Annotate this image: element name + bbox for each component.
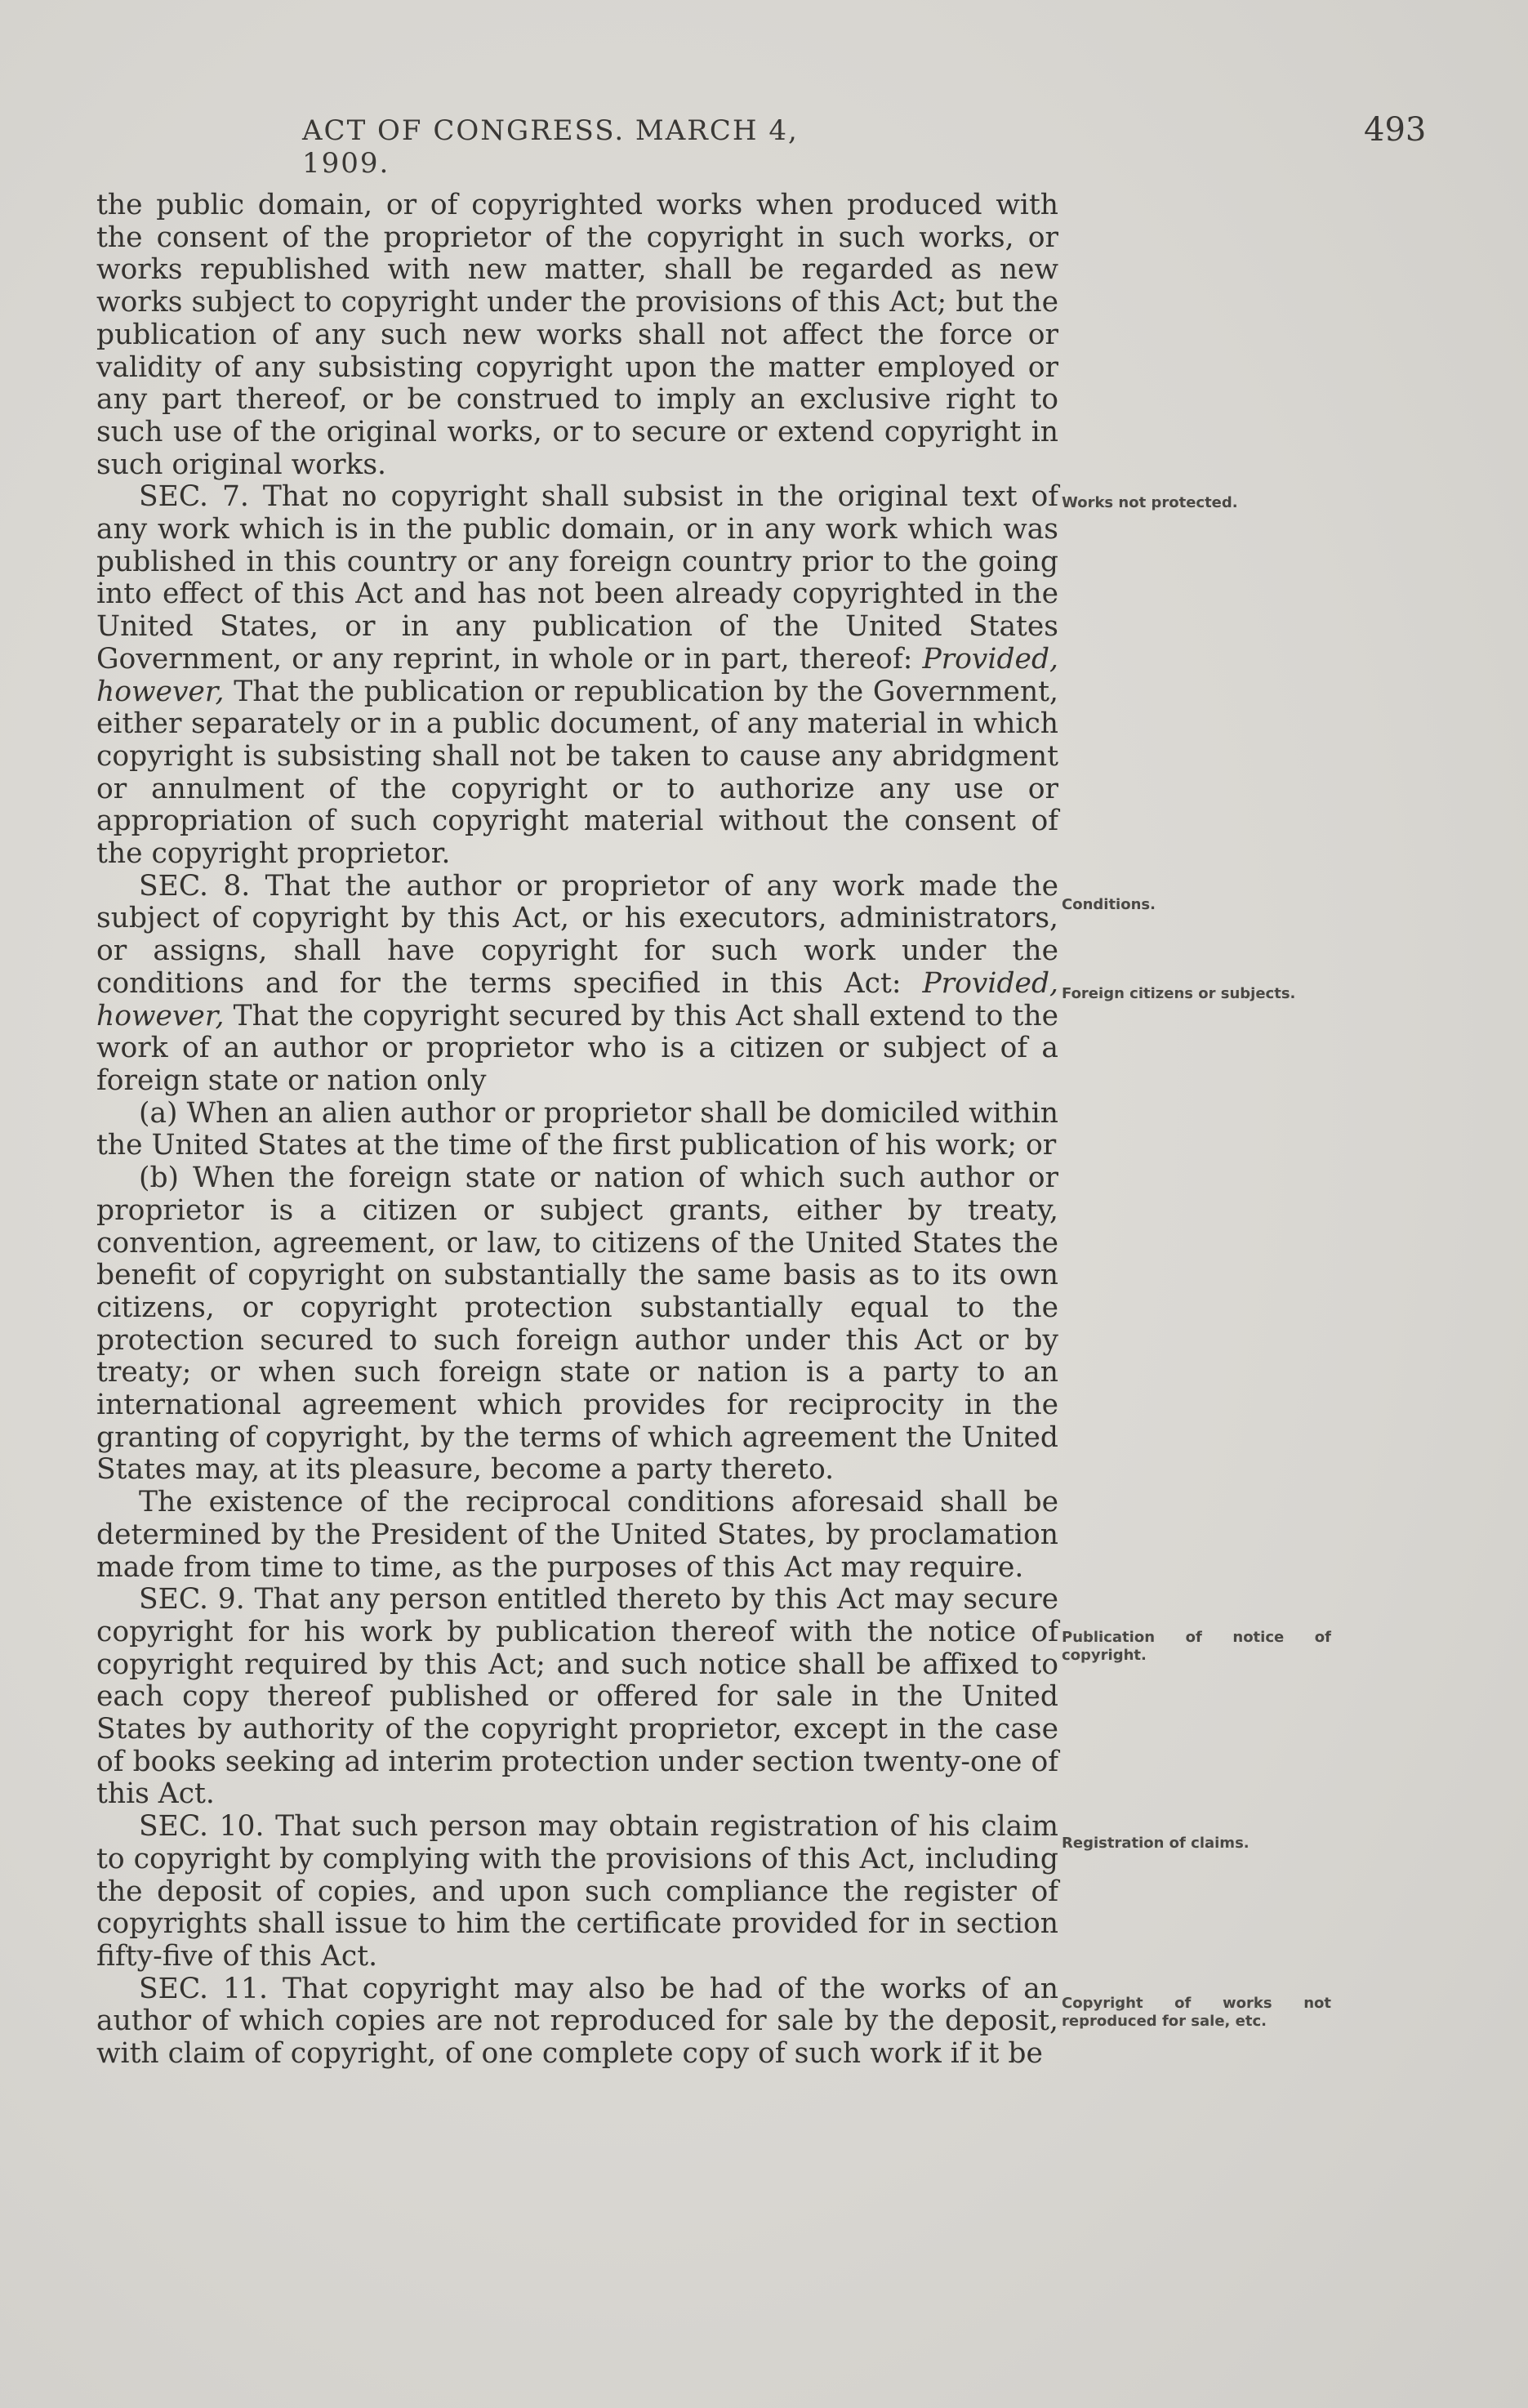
section-8-clause-b: (b) When the foreign state or nation of which such author or proprietor is a citizen or subject grants, either by treaty, convention, agreement, or law, to citizens of the United States the benefit of copyright on substantially the same basis as to its own citizens, or copyright protection substantially equal to the protection secured to such foreign author under this Act or by treaty; or when such foreign state or nation is a party to an international agreement which provides for reciprocity in the granting of copyright, by the terms of which agreement the United States may, at its pleasure, become a party thereto. xyxy=(96,1162,1058,1487)
section-10 xyxy=(96,1811,1058,1973)
margin-note-conditions: Conditions. xyxy=(1062,896,1156,913)
proviso-italic: Provided, however, xyxy=(96,642,1058,708)
margin-note-foreign-citizens: Foreign citizens or subjects. xyxy=(1062,985,1296,1002)
page-number: 493 xyxy=(1364,111,1427,149)
section-text: That no copyright shall subsist in the original text of any work which is in the public domain, or in any work which was published in this country or any foreign country prior to the going into effect of this Act and has not been already copyrighted in the United States, or in any publication of the United States Government, or any reprint, in whole or in part, thereof: xyxy=(96,480,1058,676)
margin-note-works-not-protected: Works not protected. xyxy=(1062,494,1238,511)
section-label: SEC. 11. xyxy=(139,1972,268,2005)
section-label: SEC. 9. xyxy=(139,1583,245,1616)
margin-note-copyright-of-works: Copyright of works not reproduced for sale, etc. xyxy=(1062,1995,1331,2030)
proviso-italic: Provided, however, xyxy=(96,966,1058,1032)
margin-note-registration-of-claims: Registration of claims. xyxy=(1062,1835,1250,1852)
section-text: That the author or proprietor of any work made the subject of copyright by this Act, or his executors, administrators, or assigns, shall have copyright for such work under the conditions and for the terms specified in this Act: xyxy=(96,869,1059,1000)
running-header: ACT OF CONGRESS. MARCH 4, 1909. xyxy=(302,114,799,180)
section-8 xyxy=(96,871,1058,1098)
section-11 xyxy=(96,1973,1058,2071)
section-label: SEC. 8. xyxy=(139,869,251,903)
section-7 xyxy=(96,481,1058,870)
section-text: That any person entitled thereto by this Act may secure copyright for his work by publication thereof with the notice of copyright required by this Act; and such notice shall be affixed to each copy thereof published or offered for sale in the United States by authority of the copyright proprietor, except in the case of books seeking ad interim protection under section twenty-one of this Act. xyxy=(96,1583,1059,1811)
section-9 xyxy=(96,1584,1058,1811)
section-8-clause-a: (a) When an alien author or proprietor shall be domiciled within the United States at the time of the first publication of his work; or xyxy=(96,1096,1058,1162)
margin-note-publication-of-notice: Publication of notice of copyright. xyxy=(1062,1629,1331,1664)
section-text: That such person may obtain registration of his claim to copyright by complying with the provisions of this Act, including the deposit of copies, and upon such compliance the register of copyrights shall issue to him the certificate provided for in section fifty-five of this Act. xyxy=(96,1810,1058,1973)
section-label: SEC. 7. xyxy=(139,480,249,514)
paragraph-continuation: the public domain, or of copyrighted works when produced with the consent of the proprietor of the copyright in such works, or works republished with new matter, shall be regarded as new works subject to copyright under the provisions of this Act; but the publication of any such new works shall not affect the force or validity of any subsisting copyright upon the matter employed or any part thereof, or be construed to imply an exclusive right to such use of the original works, or to secure or extend copyright in such original works. xyxy=(96,189,1058,481)
main-text-column xyxy=(96,190,1058,2071)
section-text: That the copyright secured by this Act shall extend to the work of an author or proprietor who is a citizen or subject of a foreign state or nation only xyxy=(96,999,1058,1097)
section-label: SEC. 10. xyxy=(139,1810,265,1844)
section-text: That the publication or republication by the Government, either separately or in a public document, of any material in which copyright is subsisting shall not be taken to cause any abridgment or annulment of the copyright or to authorize any use or appropriation of such copyright material without the consent of the copyright proprietor. xyxy=(96,675,1058,871)
section-text: That copyright may also be had of the works of an author of which copies are not reproduced for sale by the deposit, with claim of copyright, of one complete copy of such work if it be xyxy=(96,1972,1058,2071)
section-8-reciprocal: The existence of the reciprocal conditions aforesaid shall be determined by the President of the United States, by proclamation made from time to time, as the purposes of this Act may require. xyxy=(96,1486,1058,1584)
